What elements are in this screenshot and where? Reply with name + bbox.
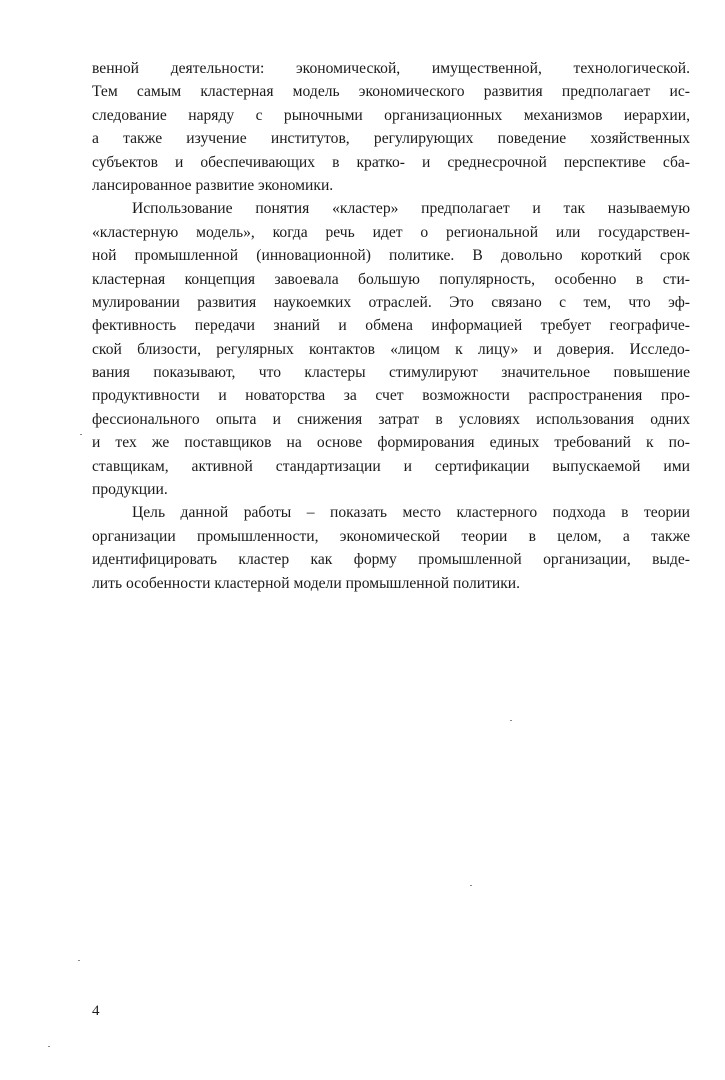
text-line: ской близости, регулярных контактов «лицом к лицу» и доверия. Исследо- [92,340,690,358]
text-line: организации промышленности, экономической теории в целом, а также [92,527,690,545]
body-text [92,57,690,595]
text-line: фективность передачи знаний и обмена информацией требует географиче- [92,317,690,335]
text-line: фессионального опыта и снижения затрат в условиях использования одних [92,410,690,428]
scan-speck [470,885,472,886]
text-line: ставщикам, активной стандартизации и сертификации выпускаемой ими [92,457,690,475]
paragraph-1 [92,57,690,197]
paragraph-2 [92,197,690,501]
text-line: идентифицировать кластер как форму промышленной организации, выде- [92,551,690,569]
scan-speck [48,1046,50,1047]
scan-speck [510,720,512,721]
text-line: Цель данной работы – показать место кластерного подхода в теории [132,504,690,522]
text-line: «кластерную модель», когда речь идет о региональной или государствен- [92,223,690,241]
text-line: и тех же поставщиков на основе формирования единых требований к по- [92,434,690,452]
text-line: кластерная концепция завоевала большую популярность, особенно в сти- [92,270,690,288]
text-line: Использование понятия «кластер» предполагает и так называемую [132,200,690,218]
text-line: а также изучение институтов, регулирующих поведение хозяйственных [92,130,690,148]
text-line: продуктивности и новаторства за счет возможности распространения про- [92,387,690,405]
text-line: следование наряду с рыночными организационных механизмов иерархии, [92,106,690,124]
text-line: продукции. [92,481,168,499]
text-line: ной промышленной (инновационной) политике. В довольно короткий срок [92,247,690,265]
text-line: венной деятельности: экономической, имущественной, технологической. [92,60,690,77]
text-line: субъектов и обеспечивающих в кратко- и среднесрочной перспективе сба- [92,153,690,171]
page-number: 4 [92,1003,100,1019]
text-line: Тем самым кластерная модель экономического развития предполагает ис- [92,83,690,101]
scan-speck [78,960,80,961]
text-line: лансированное развитие экономики. [92,176,334,194]
text-line: вания показывают, что кластеры стимулируют значительное повышение [92,364,690,382]
paragraph-3 [92,501,690,595]
text-line: мулировании развития наукоемких отраслей. Это связано с тем, что эф- [92,293,690,311]
scan-speck [80,434,82,435]
text-line: лить особенности кластерной модели промышленной политики. [92,574,521,592]
